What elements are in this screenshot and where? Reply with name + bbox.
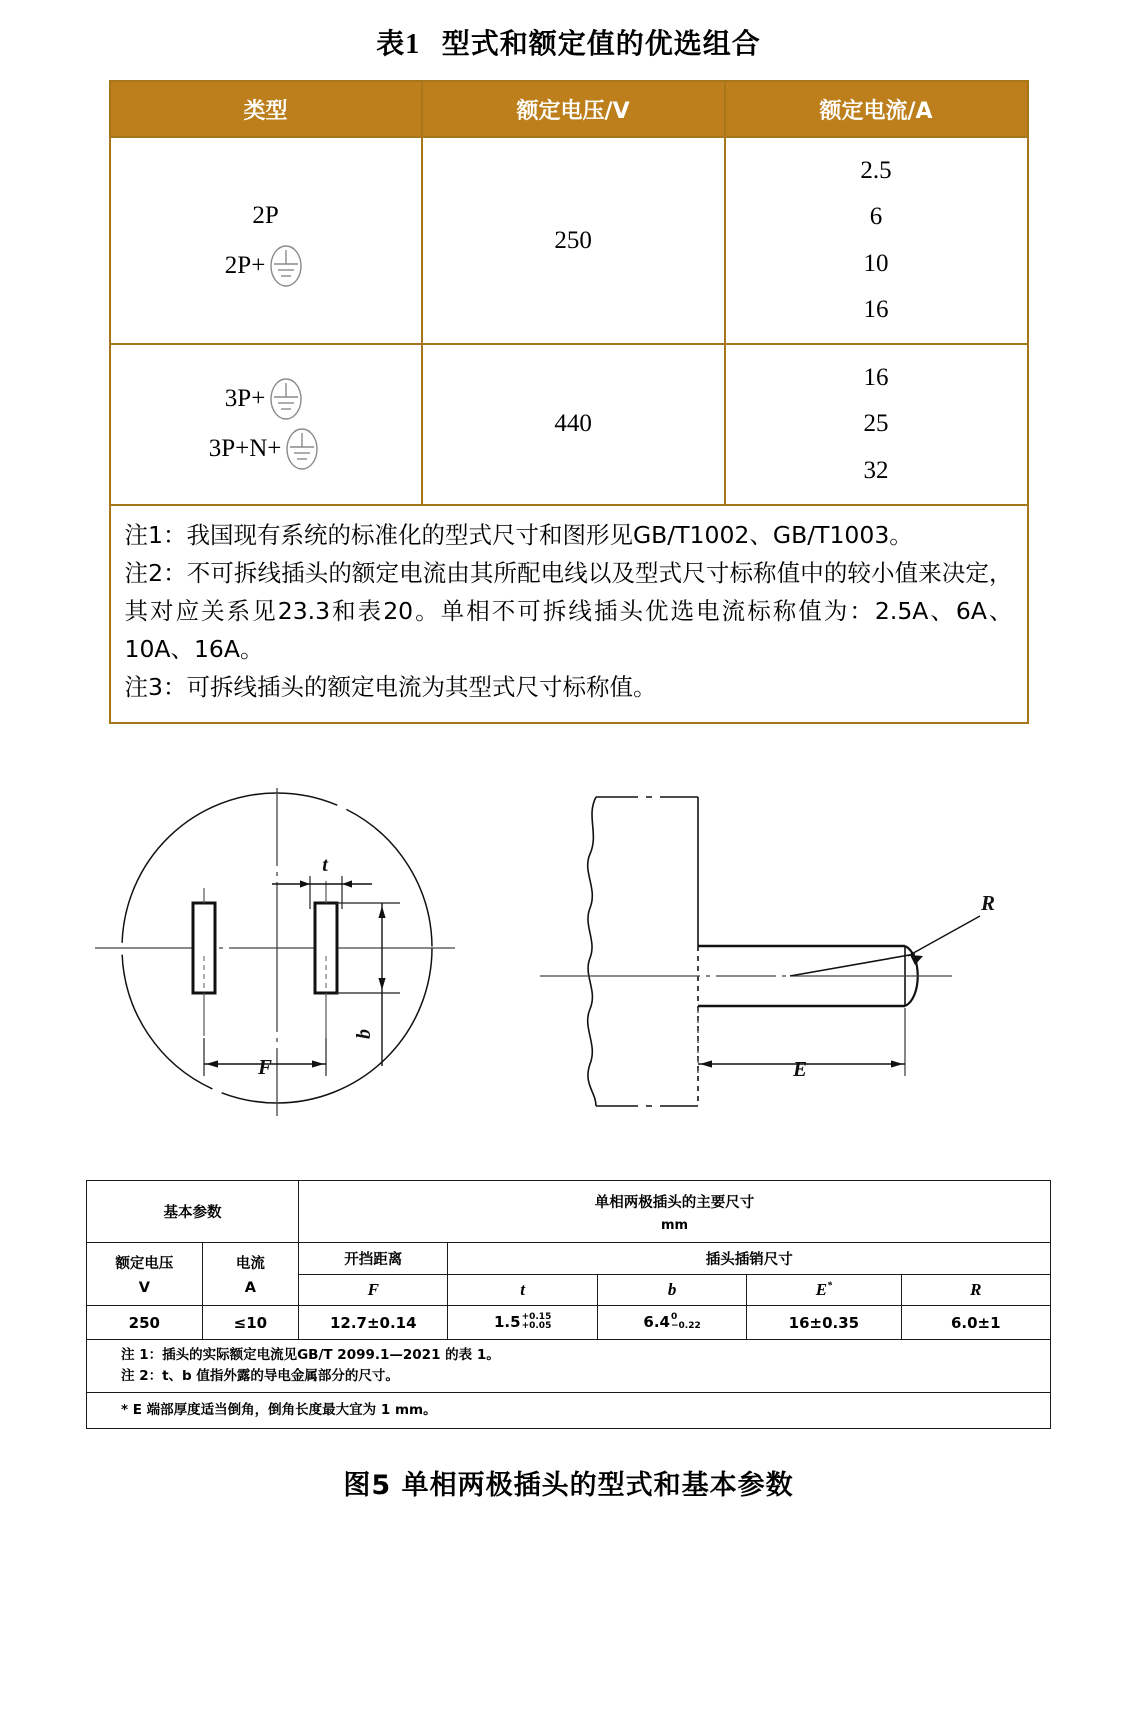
dimension-label-F: F [257, 1055, 273, 1080]
dimension-label-E: E [792, 1057, 808, 1082]
table2-value-b-base: 6.4 [643, 1313, 670, 1332]
table2-value-voltage: 250 [87, 1306, 203, 1340]
table2-value-t-base: 1.5 [494, 1313, 521, 1332]
table2-symbol-F: F [299, 1275, 448, 1306]
current-value: 16 [863, 295, 889, 323]
table2-value-b [597, 1306, 746, 1340]
table1-header-voltage: 额定电压/V [422, 81, 725, 137]
type-line [117, 241, 415, 291]
table1 [109, 80, 1029, 506]
table1-title-text: 型式和额定值的优选组合 [441, 27, 761, 60]
earth-ground-icon [282, 426, 322, 472]
table2-value-b-tolerance [671, 1313, 701, 1331]
earth-ground-icon [266, 376, 306, 422]
table2-footnote-row [87, 1392, 1051, 1428]
table2-footnote: * E 端部厚度适当倒角，倒角长度最大宜为 1 mm。 [87, 1392, 1051, 1428]
current-value: 10 [863, 249, 889, 277]
table2-value-row [87, 1306, 1051, 1340]
table2-container [86, 1180, 1051, 1429]
current-value: 16 [863, 364, 889, 391]
table2-notes-row [87, 1340, 1051, 1393]
side-view-drawing [540, 797, 980, 1106]
current-value: 32 [863, 456, 889, 484]
front-view-drawing [95, 788, 460, 1116]
table2-col-current-label: 电流 [235, 1256, 265, 1273]
table2-col-current [202, 1243, 298, 1306]
table2-col-gap-label: 开挡距离 [299, 1243, 448, 1275]
table1-cell-type [110, 344, 422, 505]
table1-row [110, 344, 1028, 505]
table1-header-current: 额定电流/A [725, 81, 1028, 137]
dimension-label-R: R [980, 891, 996, 916]
table2-group-main-label: 单相两极插头的主要尺寸 [594, 1194, 755, 1211]
table2-symbol-t: t [448, 1275, 597, 1306]
table2-subheader-row-1 [87, 1243, 1051, 1275]
figure-drawings [0, 776, 1137, 1166]
type-label: 3P+ [224, 385, 266, 413]
table2-symbol-R: R [901, 1275, 1050, 1306]
figure-caption [0, 1463, 1137, 1502]
table2-value-t [448, 1306, 597, 1340]
figure-caption-text: 单相两极插头的型式和基本参数 [401, 1469, 794, 1501]
earth-ground-icon [266, 243, 306, 289]
type-line [117, 191, 415, 241]
table1-cell-voltage: 440 [422, 344, 725, 505]
table2-notes-cell [87, 1340, 1051, 1393]
table1-title [0, 0, 1137, 80]
table2-group-basic: 基本参数 [87, 1181, 299, 1243]
t-tol-lower: +0.05 [521, 1320, 552, 1331]
dimension-label-b: b [353, 1029, 375, 1040]
type-label: 2P+ [224, 251, 266, 279]
current-value: 6 [869, 203, 883, 231]
table2-symbol-E [747, 1275, 901, 1306]
table1-header-row [110, 81, 1028, 137]
current-value: 2.5 [860, 157, 892, 184]
figure-caption-number: 图5 [343, 1469, 392, 1501]
table1-cell-currents [725, 137, 1028, 344]
table1-container [109, 80, 1029, 724]
current-value: 25 [863, 410, 889, 438]
b-tol-lower: −0.22 [670, 1320, 701, 1331]
table2-group-main [299, 1181, 1051, 1243]
table1-note: 注1：我国现有系统的标准化的型式尺寸和图形见GB/T1002、GB/T1003。 [124, 520, 913, 549]
table2-value-E: 16±0.35 [747, 1306, 901, 1340]
dimension-label-t: t [322, 854, 328, 877]
table1-note: 注3：可拆线插头的额定电流为其型式尺寸标称值。 [124, 673, 657, 701]
table1-cell-currents [725, 344, 1028, 505]
table2-symbol-b: b [597, 1275, 746, 1306]
table2-symbol-E-letter: E [815, 1280, 828, 1300]
table1-cell-voltage: 250 [422, 137, 725, 344]
table1-note: 注2：不可拆线插头的额定电流由其所配电线以及型式尺寸标称值中的较小值来决定，其对应关系见23.3和表20。单相不可拆线插头优选电流标称值为：2.5A、6A、10A、16A。 [124, 558, 1013, 663]
table2-col-voltage [87, 1243, 203, 1306]
type-label: 2P [252, 201, 279, 229]
table1-row [110, 137, 1028, 344]
table2-col-current-unit: A [244, 1280, 256, 1297]
table1-notes [109, 506, 1029, 724]
table2-group-main-unit: mm [660, 1217, 689, 1233]
table2 [86, 1180, 1051, 1429]
technical-drawing-svg [0, 776, 1137, 1166]
table2-value-t-tolerance [522, 1313, 552, 1331]
table2-col-pin-group: 插头插销尺寸 [448, 1243, 1051, 1275]
type-label: 3P+N+ [208, 435, 282, 463]
table2-col-voltage-label: 额定电压 [115, 1256, 174, 1273]
table2-note: 注 1：插头的实际额定电流见GB/T 2099.1—2021 的表 1。 [121, 1347, 500, 1364]
table2-value-current: ≤10 [202, 1306, 298, 1340]
table2-col-voltage-unit: V [138, 1280, 150, 1297]
table2-note: 注 2：t、b 值指外露的导电金属部分的尺寸。 [121, 1367, 399, 1384]
table2-symbol-E-asterisk: * [827, 1280, 833, 1292]
table1-header-type: 类型 [110, 81, 422, 137]
table1-cell-type [110, 137, 422, 344]
type-line [117, 424, 415, 474]
type-line [117, 374, 415, 424]
table2-value-F: 12.7±0.14 [299, 1306, 448, 1340]
b-tol-upper: 0 [670, 1311, 678, 1322]
table2-group-header-row [87, 1181, 1051, 1243]
table1-title-number: 表1 [376, 29, 421, 60]
t-tol-upper: +0.15 [521, 1311, 552, 1322]
table2-value-R: 6.0±1 [901, 1306, 1050, 1340]
